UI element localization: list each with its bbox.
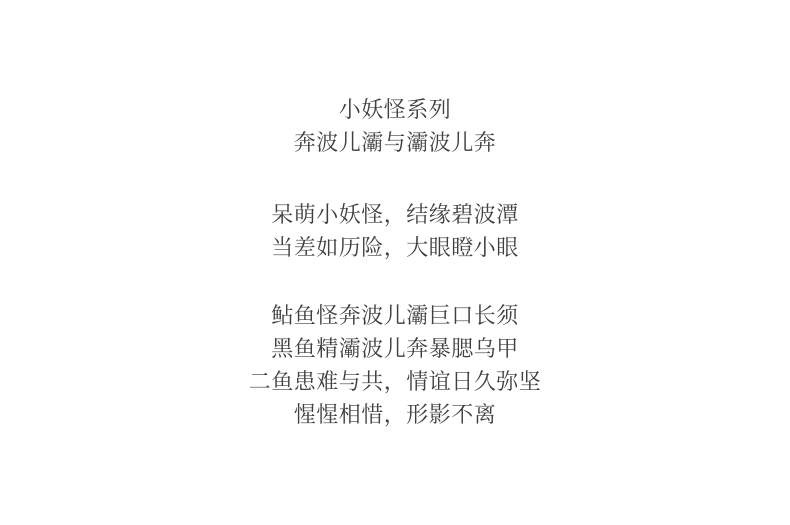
poem-stanza-2 (0, 198, 790, 264)
poem-text-block (0, 93, 790, 431)
poem-series-title: 小妖怪系列 (338, 97, 452, 122)
poem-line: 黑鱼精灞波儿奔暴腮乌甲 (271, 336, 519, 361)
poem-line: 二鱼患难与共，情谊日久弥坚 (248, 369, 542, 394)
poem-subtitle: 奔波儿灞与灞波儿奔 (293, 130, 497, 155)
poem-title-stanza (0, 93, 790, 159)
poem-line: 鲇鱼怪奔波儿灞巨口长须 (271, 303, 519, 328)
poem-stanza-3 (0, 299, 790, 431)
poem-line: 当差如历险，大眼瞪小眼 (271, 235, 519, 260)
poem-line: 惺惺相惜，形影不离 (293, 402, 497, 427)
poem-line: 呆萌小妖怪，结缘碧波潭 (271, 202, 519, 227)
